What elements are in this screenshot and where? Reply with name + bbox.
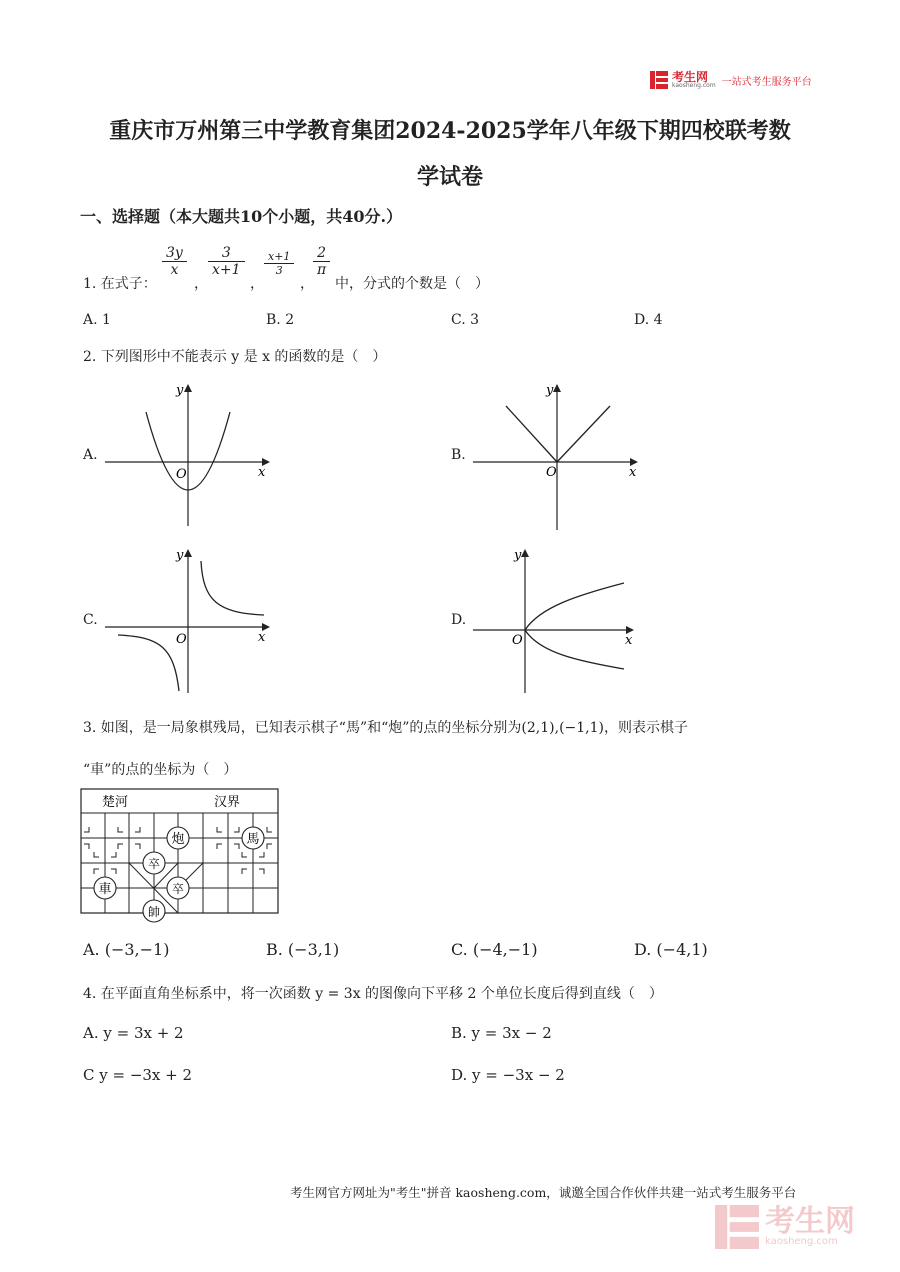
q1-fraction-2 — [208, 245, 245, 278]
chess-piece-zu-2 — [167, 877, 189, 899]
q1-option-d: D. 4 — [634, 312, 663, 328]
q4-option-c: C y = −3x + 2 — [83, 1066, 193, 1084]
footer-note: 考生网官方网址为"考生"拼音 kaosheng.com，诚邀全国合作伙伴共建一站式考生服务平台 — [290, 1185, 797, 1200]
chess-piece-zu-1 — [143, 852, 165, 874]
watermark-name: 考生网 — [765, 1204, 855, 1239]
q3-text-line1: 3. 如图，是一局象棋残局，已知表示棋子“馬”和“炮”的点的坐标分别为(2,1),(−1,1)，则表示棋子 — [83, 720, 688, 736]
q4-option-a: A. y = 3x + 2 — [83, 1024, 184, 1042]
graph-a-parabola — [100, 378, 280, 528]
origin-label: O — [176, 467, 187, 482]
page-title-line1: 重庆市万州第三中学教育集团2024-2025学年八年级下期四校联考数 — [109, 118, 791, 144]
header-logo — [650, 71, 812, 89]
fraction-denominator: 3 — [275, 264, 283, 277]
y-axis-label: y — [176, 548, 184, 563]
q1-option-c: C. 3 — [451, 312, 480, 328]
q3-option-b: B. (−3,1) — [266, 940, 340, 959]
y-axis-label: y — [514, 548, 522, 563]
fraction-numerator: 3 — [208, 245, 245, 262]
graph-c-hyperbola — [100, 543, 280, 695]
watermark-sub: kaosheng.com — [765, 1236, 838, 1247]
q1-fraction-3 — [264, 250, 294, 277]
river-right-label: 汉界 — [214, 795, 241, 810]
q4-option-b: B. y = 3x − 2 — [451, 1024, 552, 1042]
page-title-line2: 学试卷 — [416, 164, 483, 190]
q1-comma: ， — [194, 276, 208, 292]
graph-d-sideways-parabola — [468, 543, 648, 695]
q3-option-a: A. (−3,−1) — [83, 940, 170, 959]
logo-slogan: 一站式考生服务平台 — [721, 76, 812, 88]
piece-label: 車 — [98, 882, 112, 897]
fraction-numerator: 3y — [162, 245, 187, 262]
x-axis-label: x — [258, 630, 266, 645]
chess-piece-ma — [242, 827, 264, 849]
y-axis-label: y — [546, 383, 554, 398]
origin-label: O — [512, 633, 523, 648]
piece-label: 炮 — [171, 832, 185, 847]
chess-piece-ju — [94, 877, 116, 899]
chess-piece-pao — [167, 827, 189, 849]
q1-prefix: 1. 在式子： — [83, 276, 157, 292]
q2-text: 2. 下列图形中不能表示 y 是 x 的函数的是（ ） — [83, 349, 387, 365]
logo-name: 考生网 — [672, 70, 709, 84]
q2-option-c-label: C. — [83, 612, 98, 628]
q3-option-c: C. (−4,−1) — [451, 940, 538, 959]
piece-label: 卒 — [171, 882, 185, 896]
fraction-denominator: x+1 — [212, 262, 241, 278]
kaosheng-logo-icon — [650, 71, 668, 89]
fraction-numerator: 2 — [313, 245, 330, 262]
y-axis-label: y — [176, 383, 184, 398]
section-heading: 一、选择题（本大题共10个小题，共40分.） — [80, 207, 403, 226]
fraction-denominator: x — [170, 262, 179, 278]
chess-board — [80, 788, 280, 924]
q1-option-b: B. 2 — [266, 312, 295, 328]
piece-label: 帥 — [147, 905, 161, 919]
q1-fraction-4 — [313, 245, 330, 278]
x-axis-label: x — [625, 633, 633, 648]
origin-label: O — [546, 465, 557, 480]
kaosheng-watermark-icon — [715, 1205, 759, 1249]
graph-b-absolute-value — [468, 378, 648, 534]
q2-option-a-label: A. — [83, 447, 98, 463]
q1-option-a: A. 1 — [83, 312, 111, 328]
piece-label: 卒 — [147, 857, 161, 871]
q4-option-d: D. y = −3x − 2 — [451, 1066, 565, 1084]
chess-piece-shuai — [143, 900, 165, 922]
logo-sub: kaosheng.com — [672, 82, 716, 89]
origin-label: O — [176, 632, 187, 647]
q3-option-d: D. (−4,1) — [634, 940, 708, 959]
q2-option-b-label: B. — [451, 447, 466, 463]
q3-text-line2: “車”的点的坐标为（ ） — [83, 762, 238, 778]
q4-text: 4. 在平面直角坐标系中，将一次函数 y = 3x 的图像向下平移 2 个单位长度后得到直线（ ） — [83, 986, 663, 1002]
q2-option-d-label: D. — [451, 612, 467, 628]
river-left-label: 楚河 — [102, 795, 129, 810]
q1-fraction-1 — [162, 245, 187, 278]
piece-label: 馬 — [246, 832, 260, 847]
fraction-denominator: π — [317, 262, 327, 278]
q1-comma: ， — [250, 276, 264, 292]
q1-comma: ， — [300, 276, 314, 292]
fraction-numerator: x+1 — [264, 250, 294, 264]
watermark-logo — [715, 1205, 855, 1249]
x-axis-label: x — [629, 465, 637, 480]
q1-suffix: 中，分式的个数是（ ） — [335, 276, 489, 292]
x-axis-label: x — [258, 465, 266, 480]
